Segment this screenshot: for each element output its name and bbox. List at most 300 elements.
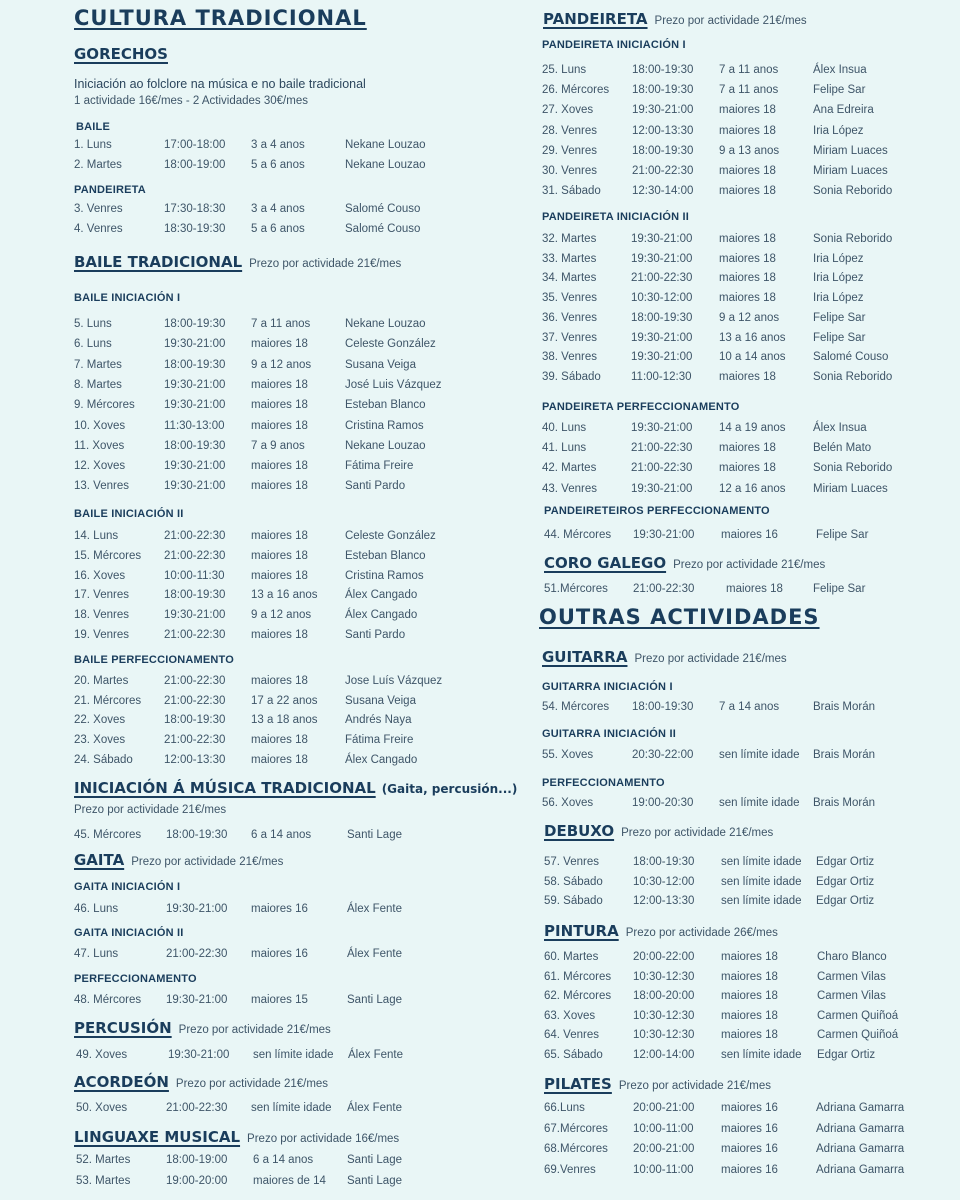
class-time: 20:00-21:00 [633,1143,695,1156]
class-age: maiores 18 [251,480,308,493]
class-teacher: Cristina Ramos [345,419,424,432]
class-teacher: Fátima Freire [345,460,414,473]
class-teacher: Carmen Vilas [817,990,886,1003]
class-teacher: Miriam Luaces [813,144,888,157]
gorechos-heading: GORECHOS [74,45,168,63]
class-age: 3 a 4 anos [251,203,305,215]
linguaxe-heading: LINGUAXE MUSICAL [74,1128,241,1146]
class-time: 19:30-21:00 [166,994,228,1006]
class-day: 26. Mércores [542,84,610,97]
class-teacher: Nekane Louzao [345,139,426,151]
coro-galego-price: Prezo por actividade 21€/mes [673,559,826,571]
linguaxe-price: Prezo por actividade 16€/mes [247,1133,400,1145]
class-teacher: Carmen Vilas [817,970,886,983]
guitarra-perfeccionamento-label: PERFECCIONAMENTO [542,777,665,789]
class-day: 47. Luns [74,948,119,960]
class-teacher: Susana Veiga [345,694,416,707]
class-day: 39. Sábado [542,370,601,383]
class-age: maiores 18 [251,549,308,562]
class-day: 53. Martes [76,1175,131,1187]
class-age: maiores 16 [721,1164,778,1177]
class-teacher: Sonia Reborido [813,462,893,475]
class-teacher: Edgar Ortiz [816,875,875,888]
class-time: 18:00-19:30 [164,358,226,371]
class-day: 23. Xoves [74,734,126,747]
class-teacher: Brais Morán [813,749,875,761]
class-teacher: Adriana Gamarra [816,1164,905,1177]
class-teacher: Nekane Louzao [345,318,426,330]
class-day: 54. Mércores [542,701,610,713]
class-time: 18:00-19:00 [166,1154,228,1166]
class-day: 38. Venres [542,351,597,364]
class-time: 19:30-21:00 [164,338,226,351]
class-teacher: Esteban Blanco [345,549,426,562]
class-teacher: Nekane Louzao [345,439,426,452]
class-time: 21:00-22:30 [166,1102,228,1114]
class-day: 60. Martes [544,951,599,963]
class-age: maiores 18 [251,460,308,473]
class-age: maiores 18 [251,378,308,391]
class-teacher: Carmen Quiñoá [817,1029,899,1042]
debuxo-header [544,822,773,841]
class-day: 17. Venres [74,589,129,602]
class-time: 21:00-22:30 [631,462,693,475]
class-day: 16. Xoves [74,569,126,582]
class-time: 19:30-21:00 [164,399,226,412]
class-day: 37. Venres [542,331,597,344]
class-age: maiores 18 [719,233,776,245]
class-age: sen límite idade [719,797,800,809]
class-teacher: Susana Veiga [345,358,416,371]
class-day: 10. Xoves [74,419,126,432]
class-teacher: José Luis Vázquez [345,378,442,391]
class-teacher: Álex Fente [348,1049,403,1061]
class-age: maiores 18 [719,185,776,198]
class-teacher: Álex Fente [347,948,402,960]
class-time: 18:30-19:30 [164,223,226,235]
class-teacher: Miriam Luaces [813,482,888,495]
class-age: sen límite idade [721,875,802,888]
class-time: 10:30-12:30 [633,1009,695,1022]
class-time: 21:00-22:30 [631,272,693,285]
class-age: 6 a 14 anos [253,1154,314,1166]
class-day: 61. Mércores [544,970,612,983]
class-age: 17 a 22 anos [251,694,318,707]
outras-actividades-heading: OUTRAS ACTIVIDADES [539,605,820,629]
class-day: 69.Venres [544,1164,596,1177]
class-time: 18:00-19:30 [632,144,694,157]
class-teacher: Santi Lage [347,829,402,841]
gaita-perfeccionamento-label: PERFECCIONAMENTO [74,973,197,985]
class-time: 18:00-19:30 [632,701,694,713]
class-age: maiores 18 [719,252,776,265]
class-time: 19:30-21:00 [631,331,693,344]
class-teacher: Adriana Gamarra [816,1102,905,1114]
class-age: maiores 16 [721,1122,778,1135]
class-day: 15. Mércores [74,549,142,562]
class-day: 67.Mércores [544,1122,608,1135]
class-teacher: Santi Lage [347,1175,402,1187]
pandeireta-price: Prezo por actividade 21€/mes [654,15,807,27]
class-time: 18:00-19:30 [164,589,226,602]
class-time: 19:00-20:30 [632,797,694,809]
class-teacher: Celeste González [345,530,436,542]
pandeireta-header [543,10,807,29]
class-time: 18:00-19:30 [632,84,694,97]
pilates-price: Prezo por actividade 21€/mes [618,1080,771,1092]
class-teacher: Nekane Louzao [345,159,426,171]
class-time: 19:30-21:00 [164,378,226,391]
class-teacher: Edgar Ortiz [816,895,875,908]
class-day: 20. Martes [74,675,129,687]
class-age: maiores 16 [721,1102,778,1114]
musica-tradicional-price: Prezo por actividade 21€/mes [74,804,227,816]
class-teacher: Álex Cangado [345,589,418,602]
pintura-price: Prezo por actividade 26€/mes [625,927,778,939]
class-time: 20:00-21:00 [633,1102,695,1114]
class-age: maiores 15 [251,994,308,1006]
class-time: 21:00-22:30 [164,675,226,687]
class-time: 19:30-21:00 [632,104,694,117]
class-time: 19:30-21:00 [633,529,695,541]
class-teacher: Santi Pardo [345,480,406,493]
class-time: 12:00-13:30 [633,895,695,908]
class-age: maiores 18 [251,419,308,432]
class-teacher: Cristina Ramos [345,569,424,582]
class-time: 17:00-18:00 [164,139,226,151]
class-age: 7 a 14 anos [719,701,780,713]
class-time: 20:30-22:00 [632,749,694,761]
class-teacher: Álex Fente [347,903,402,915]
pilates-heading: PILATES [544,1075,612,1093]
class-day: 34. Martes [542,272,597,285]
class-teacher: Felipe Sar [813,583,866,595]
class-day: 45. Mércores [74,829,142,841]
class-time: 19:30-21:00 [166,903,228,915]
class-time: 12:00-14:00 [633,1049,695,1061]
baile-tradicional-header [74,253,401,272]
class-age: 3 a 4 anos [251,139,305,151]
gorechos-pandeireta-label: PANDEIRETA [74,184,146,196]
guitarra-heading: GUITARRA [542,648,628,666]
acordeon-price: Prezo por actividade 21€/mes [175,1078,329,1090]
class-day: 46. Luns [74,903,119,915]
class-age: maiores 16 [251,948,308,960]
class-age: maiores 16 [721,529,778,541]
class-day: 33. Martes [542,252,597,265]
class-age: maiores 18 [721,1009,778,1022]
class-age: maiores 18 [721,1029,778,1042]
class-age: 7 a 9 anos [251,439,305,452]
acordeon-header [74,1073,328,1092]
class-time: 19:30-21:00 [631,252,693,265]
class-day: 4. Venres [74,223,123,235]
class-age: sen límite idade [721,856,802,868]
class-teacher: Felipe Sar [813,331,866,344]
class-age: sen límite idade [253,1049,334,1061]
pandeireta-heading: PANDEIRETA [543,10,648,28]
debuxo-heading: DEBUXO [544,822,615,840]
class-day: 36. Venres [542,311,597,324]
class-day: 42. Martes [542,462,597,475]
class-age: 10 a 14 anos [719,351,786,364]
class-day: 58. Sábado [544,875,603,888]
class-age: maiores 18 [251,753,308,766]
class-age: maiores 18 [251,629,308,641]
class-day: 11. Xoves [74,439,125,452]
linguaxe-header [74,1128,399,1147]
gorechos-prices: 1 actividade 16€/mes - 2 Actividades 30€/mes [74,95,308,107]
class-day: 52. Martes [76,1154,131,1166]
class-teacher: Álex Cangado [345,609,418,622]
class-teacher: Iria López [813,252,864,265]
class-age: sen límite idade [721,895,802,908]
debuxo-price: Prezo por actividade 21€/mes [621,827,774,839]
class-time: 10:00-11:30 [164,569,225,582]
class-teacher: Álex Fente [347,1102,402,1114]
class-teacher: Felipe Sar [816,529,869,541]
class-teacher: Santi Lage [347,1154,402,1166]
class-day: 9. Mércores [74,399,135,412]
class-day: 19. Venres [74,629,129,641]
class-day: 25. Luns [542,64,587,76]
class-age: maiores 18 [251,399,308,412]
gaita-iniciacion-2-label: GAITA INICIACIÓN II [74,927,184,939]
class-time: 10:00-11:00 [633,1122,694,1135]
class-age: 5 a 6 anos [251,159,305,171]
class-teacher: Brais Morán [813,701,875,713]
class-day: 40. Luns [542,422,587,434]
class-day: 29. Venres [542,144,597,157]
class-day: 51.Mércores [544,583,608,595]
percusion-heading: PERCUSIÓN [74,1019,172,1037]
gorechos-baile-label: BAILE [76,121,110,133]
class-age: 7 a 11 anos [251,318,311,330]
class-teacher: Santi Lage [347,994,402,1006]
class-time: 11:00-12:30 [631,370,692,383]
gaita-header [74,851,283,870]
class-day: 7. Martes [74,358,122,371]
class-day: 24. Sábado [74,753,133,766]
class-time: 18:00-19:30 [164,318,226,330]
class-time: 19:00-20:00 [166,1175,228,1187]
class-time: 19:30-21:00 [631,351,693,364]
class-time: 18:00-19:30 [164,714,226,727]
class-age: maiores 16 [721,1143,778,1156]
class-time: 18:00-19:30 [631,311,693,324]
class-time: 18:00-19:30 [632,64,694,76]
class-age: maiores 18 [719,292,776,305]
pilates-header [544,1075,771,1094]
class-day: 30. Venres [542,165,597,177]
class-time: 21:00-22:30 [164,734,226,747]
class-day: 55. Xoves [542,749,594,761]
class-age: sen límite idade [251,1102,332,1114]
class-teacher: Iria López [813,272,864,285]
class-teacher: Carmen Quiñoá [817,1009,899,1022]
class-time: 21:00-22:30 [164,694,226,707]
pandeireta-perfeccionamento-label: PANDEIRETA PERFECCIONAMENTO [542,401,740,413]
class-age: 7 a 11 anos [719,84,779,97]
class-age: maiores 18 [719,124,776,137]
class-day: 6. Luns [74,338,112,351]
class-time: 18:00-20:00 [633,990,695,1003]
class-time: 21:00-22:30 [633,583,695,595]
class-age: maiores 18 [251,675,308,687]
class-day: 28. Venres [542,124,597,137]
class-age: maiores 18 [721,951,778,963]
class-time: 10:30-12:30 [633,1029,695,1042]
class-age: 9 a 12 anos [251,609,312,622]
guitarra-header [542,648,787,667]
class-time: 18:00-19:30 [166,829,228,841]
pandeireteiros-perfeccionamento-label: PANDEIRETEIROS PERFECCIONAMENTO [544,505,770,517]
class-teacher: Belén Mato [813,442,872,455]
class-age: maiores 18 [251,734,308,747]
class-time: 19:30-21:00 [631,233,693,245]
percusion-price: Prezo por actividade 21€/mes [178,1024,331,1036]
class-age: 6 a 14 anos [251,829,312,841]
class-age: 7 a 11 anos [719,64,779,76]
class-day: 3. Venres [74,203,123,215]
class-teacher: Charo Blanco [817,951,887,963]
class-age: sen límite idade [719,749,800,761]
class-age: 12 a 16 anos [719,482,786,495]
class-teacher: Miriam Luaces [813,165,888,177]
class-time: 18:00-19:30 [164,439,226,452]
class-teacher: Iria López [813,124,864,137]
class-day: 62. Mércores [544,990,612,1003]
class-time: 21:00-22:30 [164,549,226,562]
class-day: 65. Sábado [544,1049,603,1061]
gaita-price: Prezo por actividade 21€/mes [131,856,284,868]
class-age: 14 a 19 anos [719,422,786,434]
class-age: maiores 18 [719,370,776,383]
class-age: maiores 18 [719,462,776,475]
class-time: 21:00-22:30 [164,629,226,641]
class-day: 56. Xoves [542,797,594,809]
class-teacher: Celeste González [345,338,436,351]
class-age: 13 a 16 anos [719,331,786,344]
class-day: 21. Mércores [74,694,142,707]
class-day: 57. Venres [544,856,599,868]
class-age: 9 a 12 anos [251,358,312,371]
class-day: 35. Venres [542,292,597,305]
acordeon-heading: ACORDEÓN [74,1073,169,1091]
class-teacher: Brais Morán [813,797,875,809]
class-teacher: Edgar Ortiz [816,856,875,868]
cultura-tradicional-heading: CULTURA TRADICIONAL [74,6,367,30]
class-day: 49. Xoves [76,1049,128,1061]
baile-tradicional-price: Prezo por actividade 21€/mes [249,258,402,270]
class-time: 20:00-22:00 [633,951,695,963]
class-day: 68.Mércores [544,1143,608,1156]
class-teacher: Adriana Gamarra [816,1122,905,1135]
class-age: sen límite idade [721,1049,802,1061]
class-time: 12:00-13:30 [164,753,226,766]
class-age: maiores 18 [719,104,776,117]
baile-iniciacion-2-label: BAILE INICIACIÓN II [74,508,184,520]
pandeireta-iniciacion-1-label: PANDEIRETA INICIACIÓN I [542,39,686,51]
pintura-heading: PINTURA [544,922,619,940]
musica-tradicional-header [74,779,517,798]
gaita-iniciacion-1-label: GAITA INICIACIÓN I [74,881,181,893]
class-time: 12:00-13:30 [632,124,694,137]
class-time: 11:30-13:00 [164,419,225,432]
class-teacher: Esteban Blanco [345,399,426,412]
class-teacher: Salomé Couso [813,351,889,364]
class-time: 19:30-21:00 [164,480,226,493]
musica-tradicional-extra: (Gaita, percusión...) [381,782,518,796]
class-day: 1. Luns [74,139,112,151]
class-day: 14. Luns [74,530,119,542]
class-teacher: Jose Luís Vázquez [345,675,443,687]
class-teacher: Sonia Reborido [813,233,893,245]
class-teacher: Salomé Couso [345,203,421,215]
class-time: 18:00-19:30 [633,856,695,868]
percusion-header [74,1019,331,1038]
class-day: 63. Xoves [544,1009,596,1022]
class-age: maiores 18 [251,569,308,582]
class-age: maiores 18 [726,583,783,595]
class-time: 19:30-21:00 [164,460,226,473]
baile-perfeccionamento-label: BAILE PERFECCIONAMENTO [74,654,235,666]
class-time: 21:00-22:30 [164,530,226,542]
class-age: maiores 18 [721,970,778,983]
class-time: 19:30-21:00 [631,482,693,495]
class-teacher: Iria López [813,292,864,305]
class-day: 64. Venres [544,1029,599,1042]
class-day: 12. Xoves [74,460,126,473]
class-teacher: Felipe Sar [813,311,866,324]
class-day: 31. Sábado [542,185,601,198]
class-time: 10:30-12:00 [631,292,693,305]
class-teacher: Sonia Reborido [813,185,893,198]
class-day: 44. Mércores [544,529,612,541]
class-day: 43. Venres [542,482,597,495]
class-day: 48. Mércores [74,994,142,1006]
class-time: 21:00-22:30 [166,948,228,960]
guitarra-iniciacion-1-label: GUITARRA INICIACIÓN I [542,681,673,693]
class-time: 18:00-19:00 [164,159,226,171]
class-day: 66.Luns [544,1102,585,1114]
coro-galego-heading: CORO GALEGO [544,554,667,572]
class-teacher: Salomé Couso [345,223,421,235]
class-time: 19:30-21:00 [164,609,226,622]
class-age: maiores 16 [251,903,308,915]
class-time: 12:30-14:00 [632,185,694,198]
class-teacher: Santi Pardo [345,629,406,641]
class-time: 10:00-11:00 [633,1164,694,1177]
class-age: maiores 18 [251,530,308,542]
class-day: 22. Xoves [74,714,126,727]
baile-iniciacion-1-label: BAILE INICIACIÓN I [74,292,181,304]
class-teacher: Ana Edreira [813,104,874,117]
class-time: 10:30-12:00 [633,875,695,888]
class-day: 59. Sábado [544,895,603,908]
class-age: maiores 18 [719,442,776,455]
class-time: 10:30-12:30 [633,970,695,983]
guitarra-price: Prezo por actividade 21€/mes [634,653,787,665]
class-teacher: Álex Insua [813,422,867,434]
class-age: maiores 18 [719,165,776,177]
gorechos-description: Iniciación ao folclore na música e no baile tradicional [74,77,366,91]
class-age: maiores 18 [721,990,778,1003]
baile-tradicional-heading: BAILE TRADICIONAL [74,253,243,271]
class-time: 21:00-22:30 [632,165,694,177]
class-day: 50. Xoves [76,1102,128,1114]
class-teacher: Andrés Naya [345,714,412,727]
